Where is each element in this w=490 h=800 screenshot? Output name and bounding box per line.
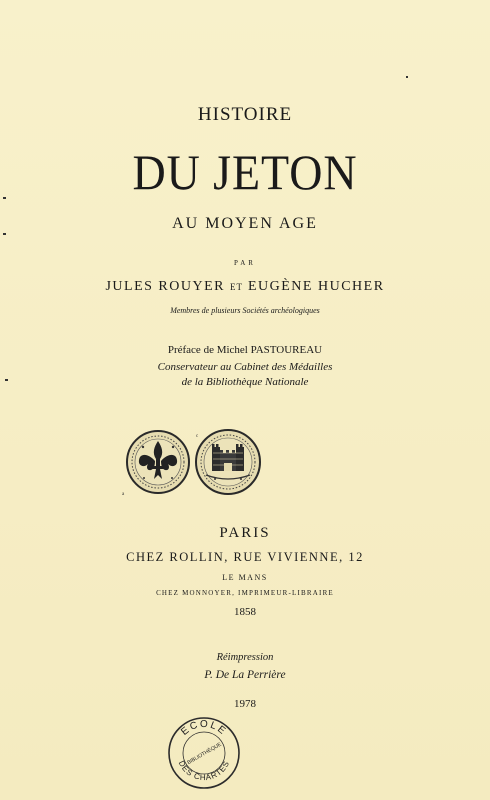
- publication-city: PARIS: [219, 525, 271, 541]
- publication-year: 1858: [234, 606, 256, 618]
- stamp-bottom-text: DES CHARTES: [176, 759, 232, 783]
- secondary-city: LE MANS: [222, 573, 268, 582]
- library-stamp: [166, 715, 242, 791]
- svg-text:c: c: [196, 434, 199, 439]
- printer-credit: CHEZ MONNOYER, IMPRIMEUR-LIBRAIRE: [156, 589, 334, 597]
- preface-role-line2: de la Bibliothèque Nationale: [181, 376, 309, 388]
- publisher-address: CHEZ ROLLIN, RUE VIVIENNE, 12: [126, 550, 364, 564]
- title-top: HISTOIRE: [197, 104, 293, 125]
- svg-text:a: a: [122, 492, 125, 497]
- svg-text:DES CHARTES: [177, 759, 232, 782]
- preface-credit: Préface de Michel PASTOUREAU: [167, 344, 323, 356]
- by-label: PAR: [234, 259, 256, 267]
- margin-mark: [3, 197, 6, 199]
- authors-line: [0, 279, 490, 295]
- jeton-coins-illustration: [120, 423, 270, 503]
- authors-affiliation: Membres de plusieurs Sociétés archéologiques: [170, 306, 320, 315]
- margin-mark: [3, 233, 6, 235]
- reprint-year: 1978: [234, 698, 256, 710]
- fleur-de-lis-coin: [127, 431, 189, 493]
- conjunction-et: ET: [229, 282, 243, 292]
- reprint-label: Réimpression: [216, 652, 274, 663]
- subtitle: AU MOYEN AGE: [172, 215, 318, 232]
- author-hucher: EUGÈNE HUCHER: [247, 279, 385, 294]
- author-rouyer: JULES ROUYER: [105, 279, 225, 294]
- reprint-publisher: P. De La Perrière: [204, 669, 286, 681]
- margin-mark: [406, 76, 408, 78]
- main-title: DU JETON: [132, 144, 358, 200]
- stamp-middle-text: BIBLIOTHÈQUE: [186, 741, 223, 767]
- castle-coin: [196, 430, 260, 494]
- preface-role-line1: Conservateur au Cabinet des Médailles: [157, 361, 333, 373]
- stamp-top-text: ECOLE: [179, 718, 229, 738]
